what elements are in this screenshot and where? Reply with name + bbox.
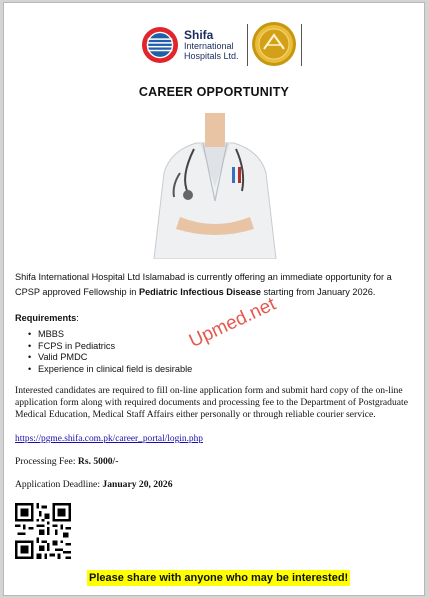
page-title: CAREER OPPORTUNITY (138, 85, 290, 99)
requirement-item: • FCPS in Pediatrics (28, 341, 192, 353)
header (4, 17, 424, 75)
shifa-logo-icon (141, 26, 179, 64)
doctor-photo (150, 107, 280, 259)
share-banner: Please share with anyone who may be interested! (89, 572, 349, 584)
flyer-page (3, 2, 425, 596)
qr-code-icon[interactable] (15, 503, 71, 559)
logo-line3: Hospitals Ltd. (184, 51, 239, 61)
specialty-highlight: Pediatric Infectious Disease (138, 287, 261, 297)
requirements-heading: Requirements: (15, 313, 79, 323)
requirement-item: • Experience in clinical field is desirable (28, 364, 192, 376)
fee-value: Rs. 5000/- (77, 456, 119, 467)
requirements-list (28, 329, 192, 375)
logo-line2: International (184, 41, 234, 51)
deadline-value: January 20, 2026 (102, 479, 173, 490)
requirements-heading-label: Requirements (15, 313, 77, 323)
requirement-item: • Valid PMDC (28, 352, 192, 364)
application-instructions: Interested candidates are required to fill on-line application form and submit hard copy of the on-line application form along with required documents and processing fee to the Department of Postgraduate Medical Education, Medical Staff Affairs either personally or through reliable courier service. (15, 385, 408, 420)
intro-paragraph (15, 270, 417, 300)
application-deadline (15, 479, 173, 490)
career-portal-link[interactable]: https://pgme.shifa.com.pk/career_portal/login.php (15, 434, 203, 444)
deadline-label: Application Deadline: (15, 479, 100, 490)
logo-wordmark (184, 29, 246, 61)
logo-line1: Shifa (184, 28, 214, 42)
processing-fee (15, 456, 118, 467)
logo-divider (247, 24, 248, 66)
accreditation-seal-icon (251, 21, 297, 67)
intro-text-1: Shifa International Hospital Ltd Islamabad is currently offering an immediate opportunity for a CPSP approved Fellowship in (15, 272, 392, 297)
seal-divider (301, 24, 302, 66)
watermark: Upmed.net (186, 293, 280, 353)
requirement-item: • MBBS (28, 329, 192, 341)
fee-label: Processing Fee: (15, 456, 76, 467)
intro-text-2: starting from January 2026. (260, 287, 376, 297)
